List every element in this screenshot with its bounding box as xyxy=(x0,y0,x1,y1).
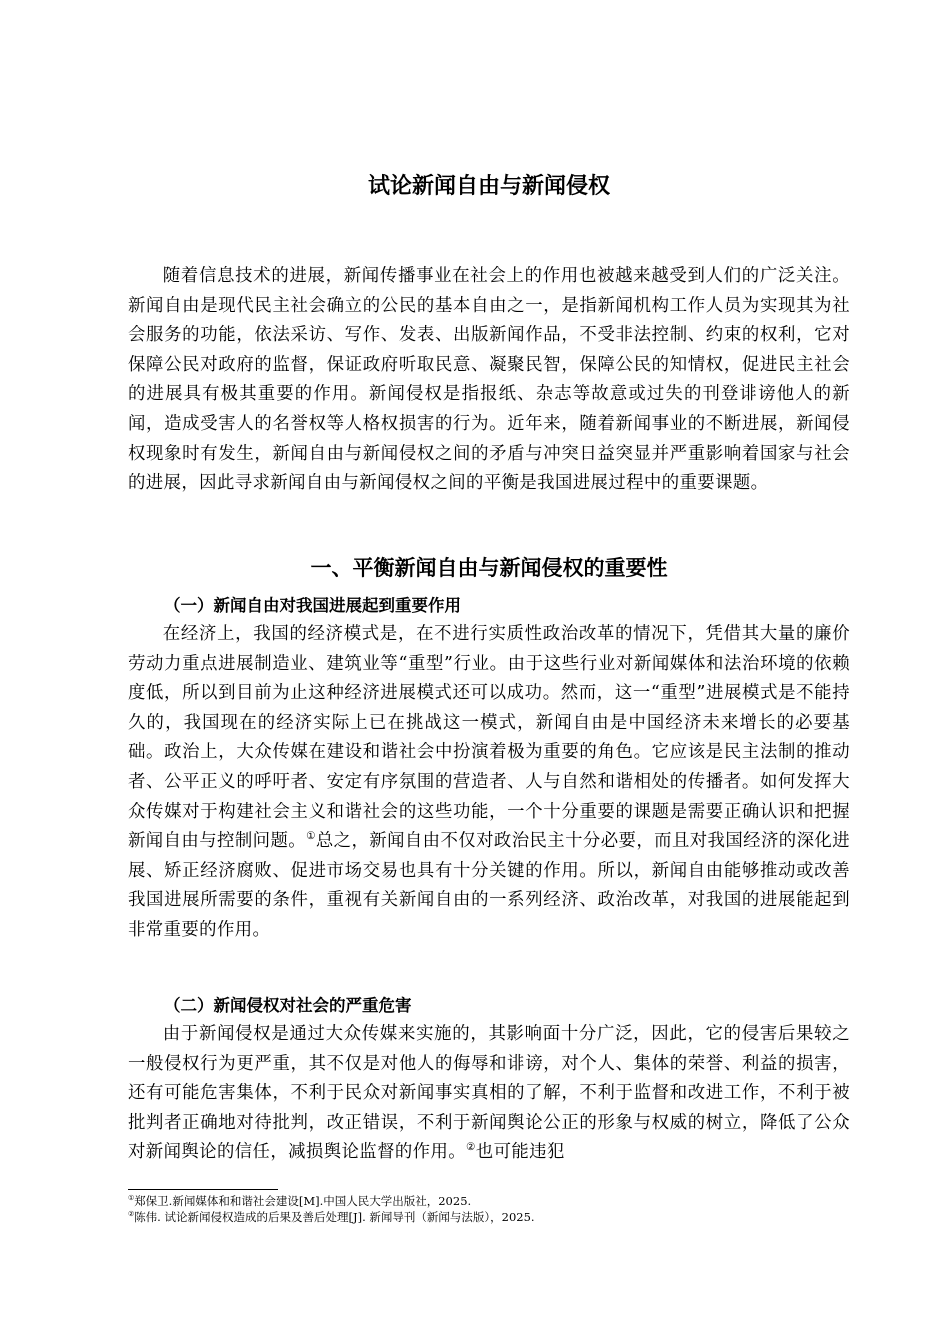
footnote-mark: ② xyxy=(128,1210,135,1219)
paragraph-text: 也可能违犯 xyxy=(475,1142,565,1163)
footnote-ref-1[interactable]: ① xyxy=(306,830,316,843)
section-heading-1: 一、平衡新闻自由与新闻侵权的重要性 xyxy=(310,556,668,580)
footnote-text: 陈伟. 试论新闻侵权造成的后果及善后处理[J]. 新闻导刊（新闻与法版），2025. xyxy=(134,1210,535,1224)
subsection-1-paragraph xyxy=(128,620,850,946)
footnote-2 xyxy=(128,1209,850,1225)
subsection-2-paragraph xyxy=(128,1020,850,1168)
footnote-mark: ① xyxy=(128,1194,135,1203)
paragraph-text: 总之，新闻自由不仅对政治民主十分必要，而且对我国经济的深化进展、矫正经济腐败、促进市场交易也具有十分关键的作用。所以，新闻自由能够推动或改善我国进展所需要的条件，重视有关新闻自由的一系列经济、政治改革，对我国的进展能起到非常重要的作用。 xyxy=(128,831,850,940)
footnote-text: 郑保卫.新闻媒体和和谐社会建设[M].中国人民大学出版社，2025. xyxy=(134,1194,472,1208)
footnote-1 xyxy=(128,1193,850,1209)
footnote-divider xyxy=(128,1189,278,1190)
document-title: 试论新闻自由与新闻侵权 xyxy=(367,174,610,199)
paragraph-text: 由于新闻侵权是通过大众传媒来实施的，其影响面十分广泛，因此，它的侵害后果较之一般侵权行为更严重，其不仅是对他人的侮辱和诽谤，对个人、集体的荣誉、利益的损害，还有可能危害集体，不利于民众对新闻事实真相的了解，不利于监督和改进工作，不利于被批判者正确地对待批判，改正错误，不利于新闻舆论公正的形象与权威的树立，降低了公众对新闻舆论的信任，减损舆论监督的作用。 xyxy=(128,1024,850,1163)
paragraph-text: 在经济上，我国的经济模式是，在不进行实质性政治改革的情况下，凭借其大量的廉价劳动力重点进展制造业、建筑业等“重型”行业。由于这些行业对新闻媒体和法治环境的依赖度低，所以到目前为止这种经济进展模式还可以成功。然而，这一“重型”进展模式是不能持久的，我国现在的经济实际上已在挑战这一模式，新闻自由是中国经济未来增长的必要基础。政治上，大众传媒在建设和谐社会中扮演着极为重要的角色。它应该是民主法制的推动者、公平正义的呼吁者、安定有序氛围的营造者、人与自然和谐相处的传播者。如何发挥大众传媒对于构建社会主义和谐社会的这些功能，一个十分重要的课题是需要正确认识和把握新闻自由与控制问题。 xyxy=(128,624,850,852)
footnote-ref-2[interactable]: ② xyxy=(466,1141,476,1154)
intro-paragraph: 随着信息技术的进展，新闻传播事业在社会上的作用也被越来越受到人们的广泛关注。新闻自由是现代民主社会确立的公民的基本自由之一，是指新闻机构工作人员为实现其为社会服务的功能，依法采访、写作、发表、出版新闻作品，不受非法控制、约束的权利，它对保障公民对政府的监督，保证政府听取民意、凝聚民智，保障公民的知情权，促进民主社会的进展具有极其重要的作用。新闻侵权是指报纸、杂志等故意或过失的刊登诽谤他人的新闻，造成受害人的名誉权等人格权损害的行为。近年来，随着新闻事业的不断进展，新闻侵权现象时有发生，新闻自由与新闻侵权之间的矛盾与冲突日益突显并严重影响着国家与社会的进展，因此寻求新闻自由与新闻侵权之间的平衡是我国进展过程中的重要课题。 xyxy=(128,266,850,494)
subsection-heading-1: （一）新闻自由对我国进展起到重要作用 xyxy=(164,596,461,615)
subsection-heading-2: （二）新闻侵权对社会的严重危害 xyxy=(164,996,412,1015)
